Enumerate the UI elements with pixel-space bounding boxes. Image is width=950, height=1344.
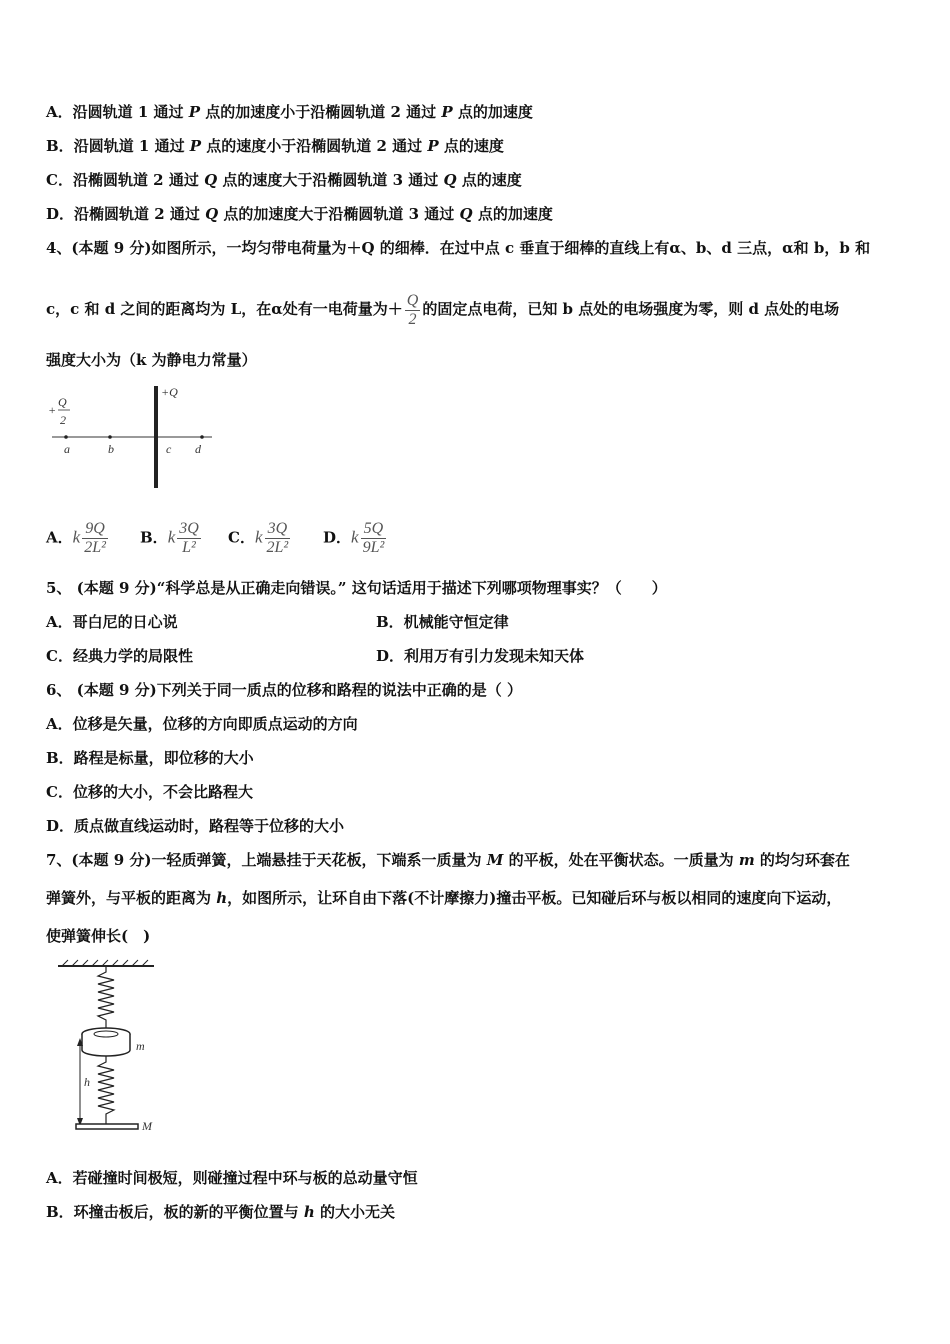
q4-option-b: B．k $\frac{3Q}{\text{L²}}$ — [140, 520, 199, 556]
q5-option-a: A．哥白尼的日心说 — [46, 613, 178, 631]
q6-stem: 6、 (本题 9 分)下列关于同一质点的位移和路程的说法中正确的是（ ） — [46, 681, 522, 699]
q7-option-a: A．若碰撞时间极短，则碰撞过程中环与板的总动量守恒 — [46, 1169, 418, 1187]
q7-stem-line3: 使弹簧伸长( ) — [46, 927, 151, 945]
q3-option-a: A．沿圆轨道 1 通过 P 点的加速度小于沿椭圆轨道 2 通过 P 点的加速度 — [46, 103, 533, 121]
point-b-dot — [108, 435, 112, 439]
point-c-label: c — [166, 442, 172, 456]
q6-option-b: B．路程是标量，即位移的大小 — [46, 749, 254, 767]
q5-option-c: C．经典力学的局限性 — [46, 647, 193, 665]
point-charge-sign: + — [48, 403, 57, 417]
q3-option-b: B．沿圆轨道 1 通过 P 点的速度小于沿椭圆轨道 2 通过 P 点的速度 — [46, 137, 504, 155]
point-charge-num: Q — [58, 395, 67, 409]
point-d-dot — [200, 435, 204, 439]
q7-spring-figure — [50, 958, 170, 1138]
point-a-dot — [64, 435, 68, 439]
q4-charge-fraction: $\frac{Q}{2}$ — [406, 291, 419, 328]
point-a-label: a — [64, 442, 70, 456]
charged-rod — [154, 386, 158, 488]
spring-upper — [98, 966, 114, 1030]
point-charge-den: 2 — [60, 413, 66, 427]
spring-lower — [98, 1056, 114, 1124]
plate — [76, 1124, 138, 1129]
q4-stem-line1: 4、(本题 9 分)如图所示，一均匀带电荷量为＋Q 的细棒．在过中点 c 垂直于细棒的直线上有α、b、d 三点，α和 b，b 和 — [46, 239, 871, 257]
q5-option-b: B．机械能守恒定律 — [376, 613, 509, 631]
q6-option-a: A．位移是矢量，位移的方向即质点运动的方向 — [46, 715, 358, 733]
rod-charge-label: +Q — [161, 385, 178, 399]
height-label: h — [84, 1075, 90, 1089]
q4-stem-line3: 强度大小为（k 为静电力常量） — [46, 351, 257, 369]
ring-label: m — [136, 1039, 145, 1053]
q7-stem-line2: 弹簧外，与平板的距离为 h，如图所示，让环自由下落(不计摩擦力)撞击平板。已知碰后环与板以相同的速度向下运动， — [46, 889, 842, 907]
q4-rod-figure — [44, 380, 219, 495]
q7-stem-line1: 7、(本题 9 分)一轻质弹簧，上端悬挂于天花板，下端系一质量为 M 的平板，处在平衡状态。一质量为 m 的均匀环套在 — [46, 851, 850, 869]
plate-label: M — [142, 1119, 152, 1133]
ring-hole — [94, 1031, 118, 1037]
q4-option-a: A．k $\frac{9Q}{\text{2L²}}$ — [46, 520, 106, 556]
q6-option-d: D．质点做直线运动时，路程等于位移的大小 — [46, 817, 345, 835]
q4-option-d: D．k $\frac{5Q}{\text{9L²}}$ — [323, 520, 385, 556]
q3-option-d: D．沿椭圆轨道 2 通过 Q 点的加速度大于沿椭圆轨道 3 通过 Q 点的加速度 — [46, 205, 553, 223]
q6-option-c: C．位移的大小，不会比路程大 — [46, 783, 253, 801]
q7-option-b: B．环撞击板后，板的新的平衡位置与 h 的大小无关 — [46, 1203, 396, 1221]
point-b-label: b — [108, 442, 114, 456]
q4-stem-line2: c，c 和 d 之间的距离均为 L，在α处有一电荷量为＋ $\frac{Q}{2}$ 的固定点电荷，已知 b 点处的电场强度为零，则 d 点处的电场 — [46, 291, 840, 328]
q4-option-c: C．k $\frac{3Q}{\text{2L²}}$ — [228, 520, 289, 556]
point-d-label: d — [195, 442, 201, 456]
q3-option-c: C．沿椭圆轨道 2 通过 Q 点的速度大于沿椭圆轨道 3 通过 Q 点的速度 — [46, 171, 522, 189]
q5-option-d: D．利用万有引力发现未知天体 — [376, 647, 585, 665]
q5-stem: 5、 (本题 9 分)“科学总是从正确走向错误。” 这句话适用于描述下列哪项物理事实？（ ） — [46, 579, 667, 597]
